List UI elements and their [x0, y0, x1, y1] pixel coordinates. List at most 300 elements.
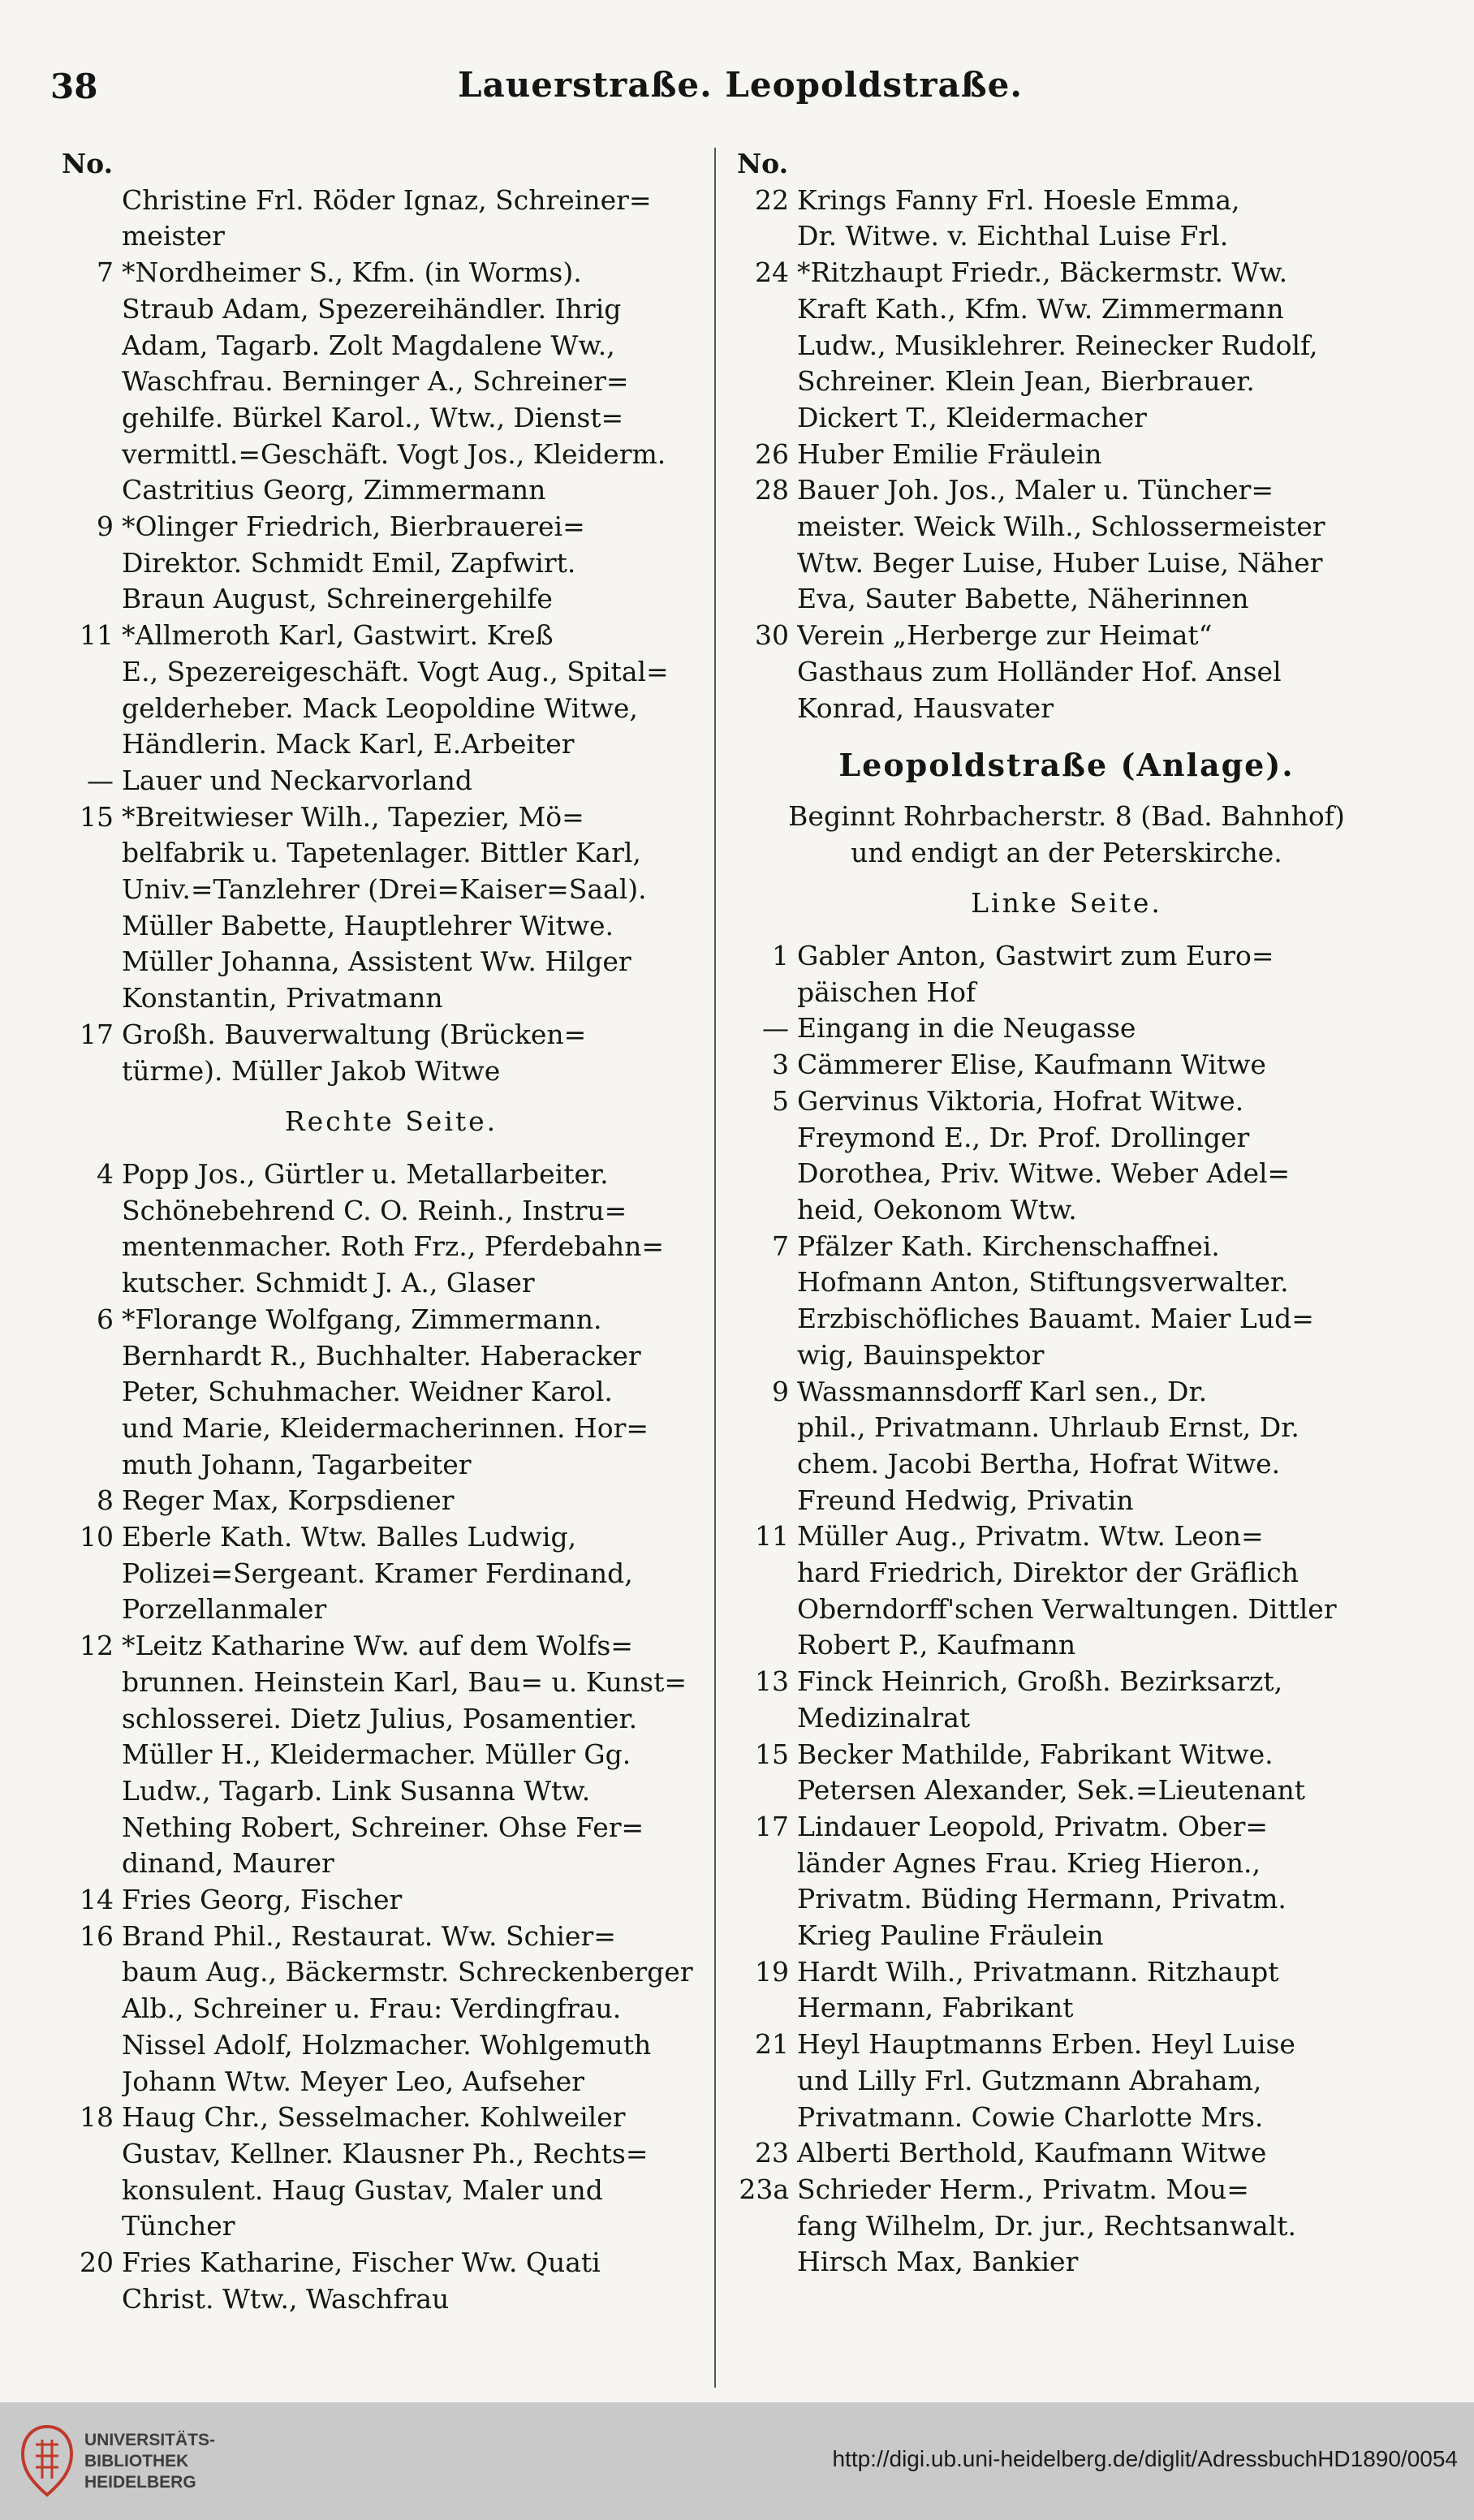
resident-entry-text: Braun August, Schreinergehilfe [122, 583, 553, 615]
resident-entry-text: Freymond E., Dr. Prof. Drollinger [797, 1121, 1250, 1153]
resident-entry-text: türme). Müller Jakob Witwe [122, 1054, 501, 1087]
directory-line [734, 218, 1399, 255]
directory-line [58, 1302, 724, 1338]
directory-line [58, 472, 724, 509]
resident-entry-text: Schönebehrend C. O. Reinh., Instru= [122, 1194, 627, 1226]
directory-line [58, 400, 724, 437]
resident-entry-text: Alb., Schreiner u. Frau: Verdingfrau. [122, 1992, 622, 2025]
directory-line [734, 1881, 1399, 1918]
directory-line [58, 1701, 724, 1738]
house-number [58, 291, 122, 328]
house-number: 20 [80, 2246, 114, 2279]
directory-line [734, 1301, 1399, 1338]
resident-entry-text: Erzbischöfliches Bauamt. Maier Lud= [797, 1303, 1314, 1335]
resident-entry-text: Straub Adam, Spezereihändler. Ihrig [122, 292, 622, 325]
house-number [58, 545, 122, 582]
directory-line [734, 1410, 1399, 1446]
resident-entry-text: Porzellanmaler [122, 1593, 327, 1626]
house-number [58, 1737, 122, 1773]
directory-line [734, 691, 1399, 727]
directory-line [58, 1954, 724, 1991]
house-number [58, 1810, 122, 1846]
resident-entry-text: *Ritzhaupt Friedr., Bäckermstr. Ww. [797, 256, 1288, 289]
resident-entry-text: *Nordheimer S., Kfm. (in Worms). [122, 256, 582, 289]
house-number: 14 [80, 1884, 114, 1916]
directory-line [58, 2064, 724, 2100]
resident-entry-text: Dr. Witwe. v. Eichthal Luise Frl. [797, 220, 1229, 252]
house-number [734, 1156, 797, 1192]
directory-line [58, 1193, 724, 1230]
resident-entry-text: Eva, Sauter Babette, Näherinnen [797, 583, 1249, 615]
directory-line [58, 1628, 724, 1665]
resident-entry-text: Ludw., Tagarb. Link Susanna Wtw. [122, 1774, 591, 1807]
house-number [734, 691, 797, 727]
directory-line [734, 1846, 1399, 1882]
resident-entry-text: Reger Max, Korpsdiener [122, 1484, 455, 1517]
resident-entry-text: Privatm. Büding Hermann, Privatm. [797, 1883, 1287, 1915]
section-title-right-side: Rechte Seite. [284, 1105, 498, 1138]
resident-entry-text: Bernhardt R., Buchhalter. Haberacker [122, 1339, 641, 1372]
house-number [734, 1410, 797, 1446]
resident-entry-text: konsulent. Haug Gustav, Maler und [122, 2173, 603, 2206]
house-number: 7 [772, 1230, 789, 1262]
directory-line [58, 2100, 724, 2136]
house-number [734, 1627, 797, 1664]
resident-entry-text: chem. Jacobi Bertha, Hofrat Witwe. [797, 1447, 1281, 1480]
resident-entry-text: Becker Mathilde, Fabrikant Witwe. [797, 1738, 1274, 1770]
directory-line [734, 1264, 1399, 1301]
section-title-left-side: Linke Seite. [971, 887, 1162, 920]
resident-entry-text: Direktor. Schmidt Emil, Zapfwirt. [122, 546, 576, 579]
house-number: 8 [97, 1484, 114, 1517]
resident-entry-text: Petersen Alexander, Sek.=Lieutenant [797, 1774, 1306, 1807]
page-number: 38 [50, 67, 98, 106]
street-intro-line: und endigt an der Peterskirche. [851, 836, 1282, 868]
resident-entry-text: mentenmacher. Roth Frz., Pferdebahn= [122, 1230, 665, 1263]
directory-line [58, 1773, 724, 1810]
house-number [58, 1338, 122, 1375]
house-number [734, 2063, 797, 2100]
directory-line [734, 2027, 1399, 2063]
house-number: 15 [755, 1738, 789, 1770]
resident-entry-text: Cämmerer Elise, Kaufmann Witwe [797, 1049, 1266, 1081]
page-title: Lauerstraße. Leopoldstraße. [457, 65, 1023, 105]
directory-line [734, 437, 1399, 473]
house-number: 9 [97, 510, 114, 543]
house-number: 13 [755, 1665, 789, 1698]
house-number [58, 1846, 122, 1882]
resident-entry-text: wig, Bauinspektor [797, 1338, 1045, 1371]
heidelberg-library-logo-icon [15, 2420, 80, 2501]
house-number: 4 [97, 1157, 114, 1190]
directory-line [58, 618, 724, 654]
house-number [734, 328, 797, 364]
directory-line [734, 509, 1399, 545]
directory-line [58, 1991, 724, 2027]
resident-entry-text: Wtw. Beger Luise, Huber Luise, Näher [797, 546, 1323, 579]
library-name-line: UNIVERSITÄTS- [84, 2431, 216, 2449]
house-number: 12 [80, 1630, 114, 1662]
resident-entry-text: Dorothea, Priv. Witwe. Weber Adel= [797, 1157, 1291, 1190]
library-name-line: HEIDELBERG [84, 2473, 196, 2492]
resident-entry-text: Robert P., Kaufmann [797, 1629, 1076, 1661]
directory-line [58, 328, 724, 364]
house-number: 11 [755, 1520, 789, 1553]
house-number: — [762, 1012, 789, 1045]
directory-line [734, 2135, 1399, 2172]
library-name-line: BIBLIOTHEK [84, 2452, 189, 2470]
directory-line [58, 908, 724, 945]
directory-line [734, 1737, 1399, 1773]
house-number [58, 908, 122, 945]
directory-line [58, 1411, 724, 1447]
right-entries-left-side [734, 938, 1399, 2281]
resident-entry-text: Waschfrau. Berninger A., Schreiner= [122, 365, 629, 398]
house-number [58, 1665, 122, 1701]
house-number [734, 654, 797, 691]
resident-entry-text: Verein „Herberge zur Heimat“ [797, 619, 1213, 652]
resident-entry-text: belfabrik u. Tapetenlager. Bittler Karl, [122, 837, 641, 869]
directory-line [58, 835, 724, 872]
house-number [58, 944, 122, 980]
directory-line [58, 763, 724, 799]
house-number [58, 1701, 122, 1738]
resident-entry-text: Müller Aug., Privatm. Wtw. Leon= [797, 1520, 1264, 1553]
directory-line [734, 364, 1399, 400]
resident-entry-text: und Marie, Kleidermacherinnen. Hor= [122, 1411, 649, 1444]
house-number [734, 1700, 797, 1737]
directory-line [58, 2173, 724, 2209]
resident-entry-text: Polizei=Sergeant. Kramer Ferdinand, [122, 1557, 633, 1589]
directory-line [734, 938, 1399, 975]
house-number: 1 [772, 940, 789, 972]
house-number [58, 1374, 122, 1411]
directory-line [734, 291, 1399, 328]
directory-line [734, 1192, 1399, 1229]
house-number [734, 1338, 797, 1374]
house-number: 17 [755, 1810, 789, 1842]
resident-entry-text: vermittl.=Geschäft. Vogt Jos., Kleiderm. [122, 437, 666, 470]
resident-entry-text: Alberti Berthold, Kaufmann Witwe [797, 2137, 1267, 2169]
directory-line [734, 1229, 1399, 1265]
house-number [58, 472, 122, 509]
page-header [50, 58, 1430, 115]
house-number: 26 [755, 437, 789, 470]
house-number [58, 437, 122, 473]
house-number [58, 1193, 122, 1230]
house-number: 17 [80, 1018, 114, 1050]
house-number: 18 [80, 2101, 114, 2134]
resident-entry-text: Castritius Georg, Zimmermann [122, 474, 546, 506]
directory-line [58, 1919, 724, 1955]
directory-line [58, 1737, 724, 1773]
house-number [58, 1229, 122, 1265]
house-number: 23a [739, 2173, 789, 2205]
house-number [58, 2173, 122, 2209]
resident-entry-text: Gasthaus zum Holländer Hof. Ansel [797, 655, 1282, 687]
resident-entry-text: Gustav, Kellner. Klausner Ph., Rechts= [122, 2137, 649, 2169]
directory-line [58, 872, 724, 908]
house-number [734, 400, 797, 437]
house-number [58, 218, 122, 255]
directory-line [734, 1374, 1399, 1411]
house-number [734, 1592, 797, 1628]
house-number [58, 1265, 122, 1302]
resident-entry-text: Hofmann Anton, Stiftungsverwalter. [797, 1266, 1289, 1299]
directory-line [734, 1627, 1399, 1664]
resident-entry-text: Eberle Kath. Wtw. Balles Ludwig, [122, 1521, 577, 1553]
resident-entry-text: Krieg Pauline Fräulein [797, 1919, 1104, 1952]
directory-line [734, 1156, 1399, 1192]
directory-line [58, 437, 724, 473]
resident-entry-text: *Breitwieser Wilh., Tapezier, Mö= [122, 800, 584, 833]
directory-line [58, 726, 724, 763]
house-number [734, 2208, 797, 2245]
directory-line [58, 183, 724, 219]
directory-line [734, 2244, 1399, 2281]
resident-entry-text: Christine Frl. Röder Ignaz, Schreiner= [122, 183, 652, 216]
house-number: 10 [80, 1521, 114, 1553]
resident-entry-text: *Olinger Friedrich, Bierbrauerei= [122, 510, 585, 543]
directory-line [58, 1556, 724, 1592]
resident-entry-text: Christ. Wtw., Waschfrau [122, 2282, 450, 2315]
directory-line [58, 654, 724, 691]
directory-line [734, 1518, 1399, 1555]
house-number [734, 545, 797, 582]
house-number [58, 1592, 122, 1628]
house-number [734, 975, 797, 1011]
house-number [58, 2281, 122, 2318]
directory-line [58, 1229, 724, 1265]
house-number [58, 1556, 122, 1592]
resident-entry-text: Eingang in die Neugasse [797, 1012, 1136, 1045]
resident-entry-text: Heyl Hauptmanns Erben. Heyl Luise [797, 2028, 1295, 2061]
house-number: 28 [755, 474, 789, 506]
directory-line [734, 1083, 1399, 1120]
directory-line [58, 218, 724, 255]
house-number [58, 581, 122, 618]
directory-line [734, 328, 1399, 364]
resident-entry-text: Nissel Adolf, Holzmacher. Wohlgemuth [122, 2028, 652, 2061]
house-number [58, 691, 122, 727]
directory-line [58, 1265, 724, 1302]
house-number [734, 1446, 797, 1483]
directory-line [58, 691, 724, 727]
house-number: 16 [80, 1919, 114, 1952]
house-number [734, 1846, 797, 1882]
house-number [734, 509, 797, 545]
resident-entry-text: Kraft Kath., Kfm. Ww. Zimmermann [797, 292, 1284, 325]
directory-line [734, 400, 1399, 437]
house-number [58, 2027, 122, 2064]
resident-entry-text: schlosserei. Dietz Julius, Posamentier. [122, 1702, 638, 1734]
directory-line [58, 799, 724, 836]
house-number: 19 [755, 1955, 789, 1988]
resident-entry-text: Schrieder Herm., Privatm. Mou= [797, 2173, 1249, 2205]
directory-line [734, 1120, 1399, 1157]
house-number: — [87, 764, 114, 796]
resident-entry-text: Privatmann. Cowie Charlotte Mrs. [797, 2100, 1264, 2133]
resident-entry-text: päischen Hof [797, 976, 976, 1008]
directory-line [734, 1555, 1399, 1592]
resident-entry-text: Konstantin, Privatmann [122, 982, 443, 1014]
house-number: 21 [755, 2028, 789, 2061]
house-number [734, 1990, 797, 2027]
resident-entry-text: Dickert T., Kleidermacher [797, 401, 1147, 433]
house-number: 22 [755, 183, 789, 216]
directory-line [734, 1483, 1399, 1519]
directory-line [58, 980, 724, 1017]
house-number: 11 [80, 619, 114, 652]
directory-line [58, 1017, 724, 1053]
house-number [58, 2208, 122, 2245]
directory-line [734, 1918, 1399, 1954]
directory-line [734, 2208, 1399, 2245]
resident-entry-text: Peter, Schuhmacher. Weidner Karol. [122, 1376, 613, 1408]
resident-entry-text: E., Spezereigeschäft. Vogt Aug., Spital= [122, 655, 669, 687]
directory-line [734, 1010, 1399, 1047]
house-number [58, 400, 122, 437]
resident-entry-text: *Allmeroth Karl, Gastwirt. Kreß [122, 619, 554, 652]
directory-line [58, 255, 724, 291]
house-number [734, 291, 797, 328]
house-number [734, 1301, 797, 1338]
resident-entry-text: Lindauer Leopold, Privatm. Ober= [797, 1810, 1269, 1842]
left-column [58, 146, 724, 2317]
resident-entry-text: Hardt Wilh., Privatmann. Ritzhaupt [797, 1955, 1279, 1988]
resident-entry-text: phil., Privatmann. Uhrlaub Ernst, Dr. [797, 1411, 1299, 1444]
resident-entry-text: und Lilly Frl. Gutzmann Abraham, [797, 2064, 1262, 2096]
street-heading-leopoldstrasse: Leopoldstraße (Anlage). [838, 747, 1295, 784]
resident-entry-text: heid, Oekonom Wtw. [797, 1193, 1077, 1226]
resident-entry-text: Gabler Anton, Gastwirt zum Euro= [797, 940, 1274, 972]
directory-line [734, 618, 1399, 654]
directory-line [58, 1665, 724, 1701]
house-number [58, 1053, 122, 1090]
left-entries-right-side [58, 1157, 724, 2318]
directory-line [58, 1846, 724, 1882]
house-number: 7 [97, 256, 114, 289]
house-number: 5 [772, 1084, 789, 1117]
resident-entry-text: Großh. Bauverwaltung (Brücken= [122, 1018, 587, 1050]
permalink-url[interactable]: http://digi.ub.uni-heidelberg.de/diglit/AdressbuchHD1890/0054 [832, 2446, 1458, 2471]
resident-entry-text: Bauer Joh. Jos., Maler u. Tüncher= [797, 474, 1274, 506]
house-number: 23 [755, 2137, 789, 2169]
house-number: 15 [80, 800, 114, 833]
resident-entry-text: Brand Phil., Restaurat. Ww. Schier= [122, 1919, 616, 1952]
resident-entry-text: Haug Chr., Sesselmacher. Kohlweiler [122, 2101, 626, 2134]
house-number [58, 364, 122, 400]
resident-entry-text: Hirsch Max, Bankier [797, 2246, 1079, 2278]
house-number [58, 183, 122, 219]
house-number [734, 1918, 797, 1954]
house-number [734, 1483, 797, 1519]
directory-line [58, 1519, 724, 1556]
directory-line [734, 1446, 1399, 1483]
directory-line [734, 975, 1399, 1011]
directory-line [58, 509, 724, 545]
resident-entry-text: Johann Wtw. Meyer Leo, Aufseher [122, 2065, 584, 2097]
house-number [58, 980, 122, 1017]
resident-entry-text: gelderheber. Mack Leopoldine Witwe, [122, 691, 638, 724]
directory-line [58, 1374, 724, 1411]
house-number [734, 2100, 797, 2136]
resident-entry-text: Müller Johanna, Assistent Ww. Hilger [122, 946, 631, 978]
resident-entry-text: Hermann, Fabrikant [797, 1992, 1074, 2024]
resident-entry-text: Pfälzer Kath. Kirchenschaffnei. [797, 1230, 1220, 1262]
resident-entry-text: meister [122, 220, 225, 252]
house-number: 3 [772, 1049, 789, 1081]
directory-line [734, 1700, 1399, 1737]
resident-entry-text: Müller H., Kleidermacher. Müller Gg. [122, 1738, 631, 1771]
directory-line [734, 545, 1399, 582]
resident-entry-text: Fries Georg, Fischer [122, 1884, 403, 1916]
house-number [58, 1991, 122, 2027]
house-number [734, 1773, 797, 1809]
library-name [84, 2430, 215, 2493]
resident-entry-text: Wassmannsdorff Karl sen., Dr. [797, 1375, 1208, 1407]
directory-line [734, 1338, 1399, 1374]
right-column [734, 146, 1399, 2281]
directory-line [58, 2245, 724, 2281]
directory-line [58, 1810, 724, 1846]
directory-line [58, 1447, 724, 1484]
directory-line [58, 545, 724, 582]
directory-line [58, 1157, 724, 1193]
resident-entry-text: Lauer und Neckarvorland [122, 764, 472, 796]
directory-line [58, 2027, 724, 2064]
directory-line [734, 1990, 1399, 2027]
resident-entry-text: brunnen. Heinstein Karl, Bau= u. Kunst= [122, 1665, 687, 1698]
directory-line [58, 1338, 724, 1375]
house-number [734, 1264, 797, 1301]
resident-entry-text: Tüncher [122, 2210, 235, 2242]
resident-entry-text: Fries Katharine, Fischer Ww. Quati [122, 2246, 601, 2279]
resident-entry-text: Freund Hedwig, Privatin [797, 1484, 1134, 1516]
directory-line [734, 472, 1399, 509]
house-number [58, 2136, 122, 2173]
house-number [734, 1881, 797, 1918]
resident-entry-text: hard Friedrich, Direktor der Gräflich [797, 1557, 1299, 1589]
number-column-label: No. [62, 148, 114, 179]
resident-entry-text: meister. Weick Wilh., Schlossermeister [797, 510, 1325, 543]
directory-line [734, 1809, 1399, 1846]
house-number [58, 1447, 122, 1484]
resident-entry-text: Oberndorff'schen Verwaltungen. Dittler [797, 1592, 1337, 1625]
resident-entry-text: Ludw., Musiklehrer. Reinecker Rudolf, [797, 329, 1318, 361]
house-number [58, 835, 122, 872]
house-number [734, 218, 797, 255]
directory-line [734, 581, 1399, 618]
resident-entry-text: Müller Babette, Hauptlehrer Witwe. [122, 909, 614, 941]
house-number: 9 [772, 1375, 789, 1407]
resident-entry-text: Schreiner. Klein Jean, Bierbrauer. [797, 365, 1255, 398]
directory-line [58, 364, 724, 400]
directory-line [734, 1047, 1399, 1083]
directory-line [58, 291, 724, 328]
house-number [58, 1954, 122, 1991]
directory-line [734, 2100, 1399, 2136]
directory-line [734, 1954, 1399, 1991]
street-intro-line: Beginnt Rohrbacherstr. 8 (Bad. Bahnhof) [788, 799, 1345, 832]
resident-entry-text: Popp Jos., Gürtler u. Metallarbeiter. [122, 1157, 609, 1190]
resident-entry-text: Univ.=Tanzlehrer (Drei=Kaiser=Saal). [122, 873, 647, 906]
resident-entry-text: gehilfe. Bürkel Karol., Wtw., Dienst= [122, 401, 624, 433]
directory-line [58, 1882, 724, 1919]
number-column-label: No. [737, 148, 789, 179]
directory-line [734, 2063, 1399, 2100]
house-number [734, 1192, 797, 1229]
